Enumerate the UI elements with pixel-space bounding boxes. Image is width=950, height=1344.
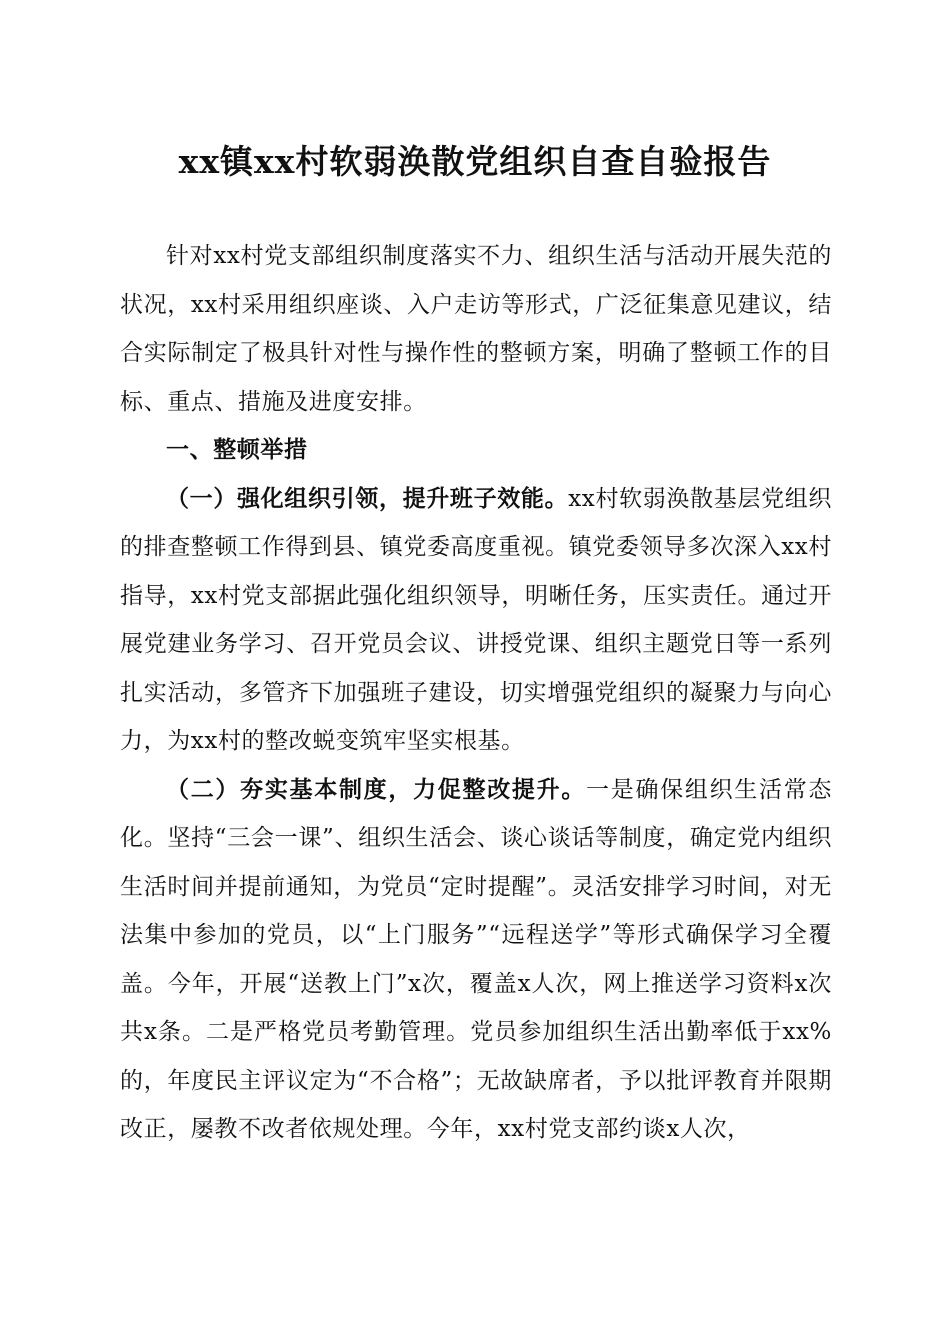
document-title: xx镇xx村软弱涣散党组织自查自验报告 — [178, 142, 772, 181]
measure-1-text: xx村软弱涣散基层党组织的排查整顿工作得到县、镇党委高度重视。镇党委领导多次深入xx村指导，xx村党支部据此强化组织领导，明晰任务，压实责任。通过开展党建业务学习、召开党员会议、讲授党课、组织主题党日等一系列扎实活动，多管齐下加强班子建设，切实增强党组织的凝聚力与向心力，为xx村的整改蜕变筑牢坚实根基。 — [120, 485, 832, 754]
intro-paragraph: 针对xx村党支部组织制度落实不力、组织生活与活动开展失范的状况，xx村采用组织座谈、入户走访等形式，广泛征集意见建议，结合实际制定了极具针对性与操作性的整顿方案，明确了整顿工作的目标、重点、措施及进度安排。 — [120, 243, 832, 415]
measure-paragraph-2 — [120, 766, 832, 1154]
document-body — [120, 232, 832, 1154]
measure-1-lead: （一）强化组织引领，提升班子效能。 — [166, 484, 569, 512]
measure-2-lead: （二）夯实基本制度，力促整改提升。 — [166, 775, 587, 803]
measure-2-text: 一是确保组织生活常态化。坚持“三会一课”、组织生活会、谈心谈话等制度，确定党内组织生活时间并提前通知，为党员“定时提醒”。灵活安排学习时间，对无法集中参加的党员，以“上门服务”“远程送学”等形式确保学习全覆盖。今年，开展“送教上门”x次，覆盖x人次，网上推送学习资料x次共x条。二是严格党员考勤管理。党员参加组织生活出勤率低于xx%的，年度民主评议定为“不合格”；无故缺席者，予以批评教育并限期改正，屡教不改者依规处理。今年，xx村党支部约谈x人次， — [120, 776, 832, 1142]
measure-paragraph-1 — [120, 475, 832, 766]
section-heading: 一、整顿举措 — [166, 436, 308, 463]
